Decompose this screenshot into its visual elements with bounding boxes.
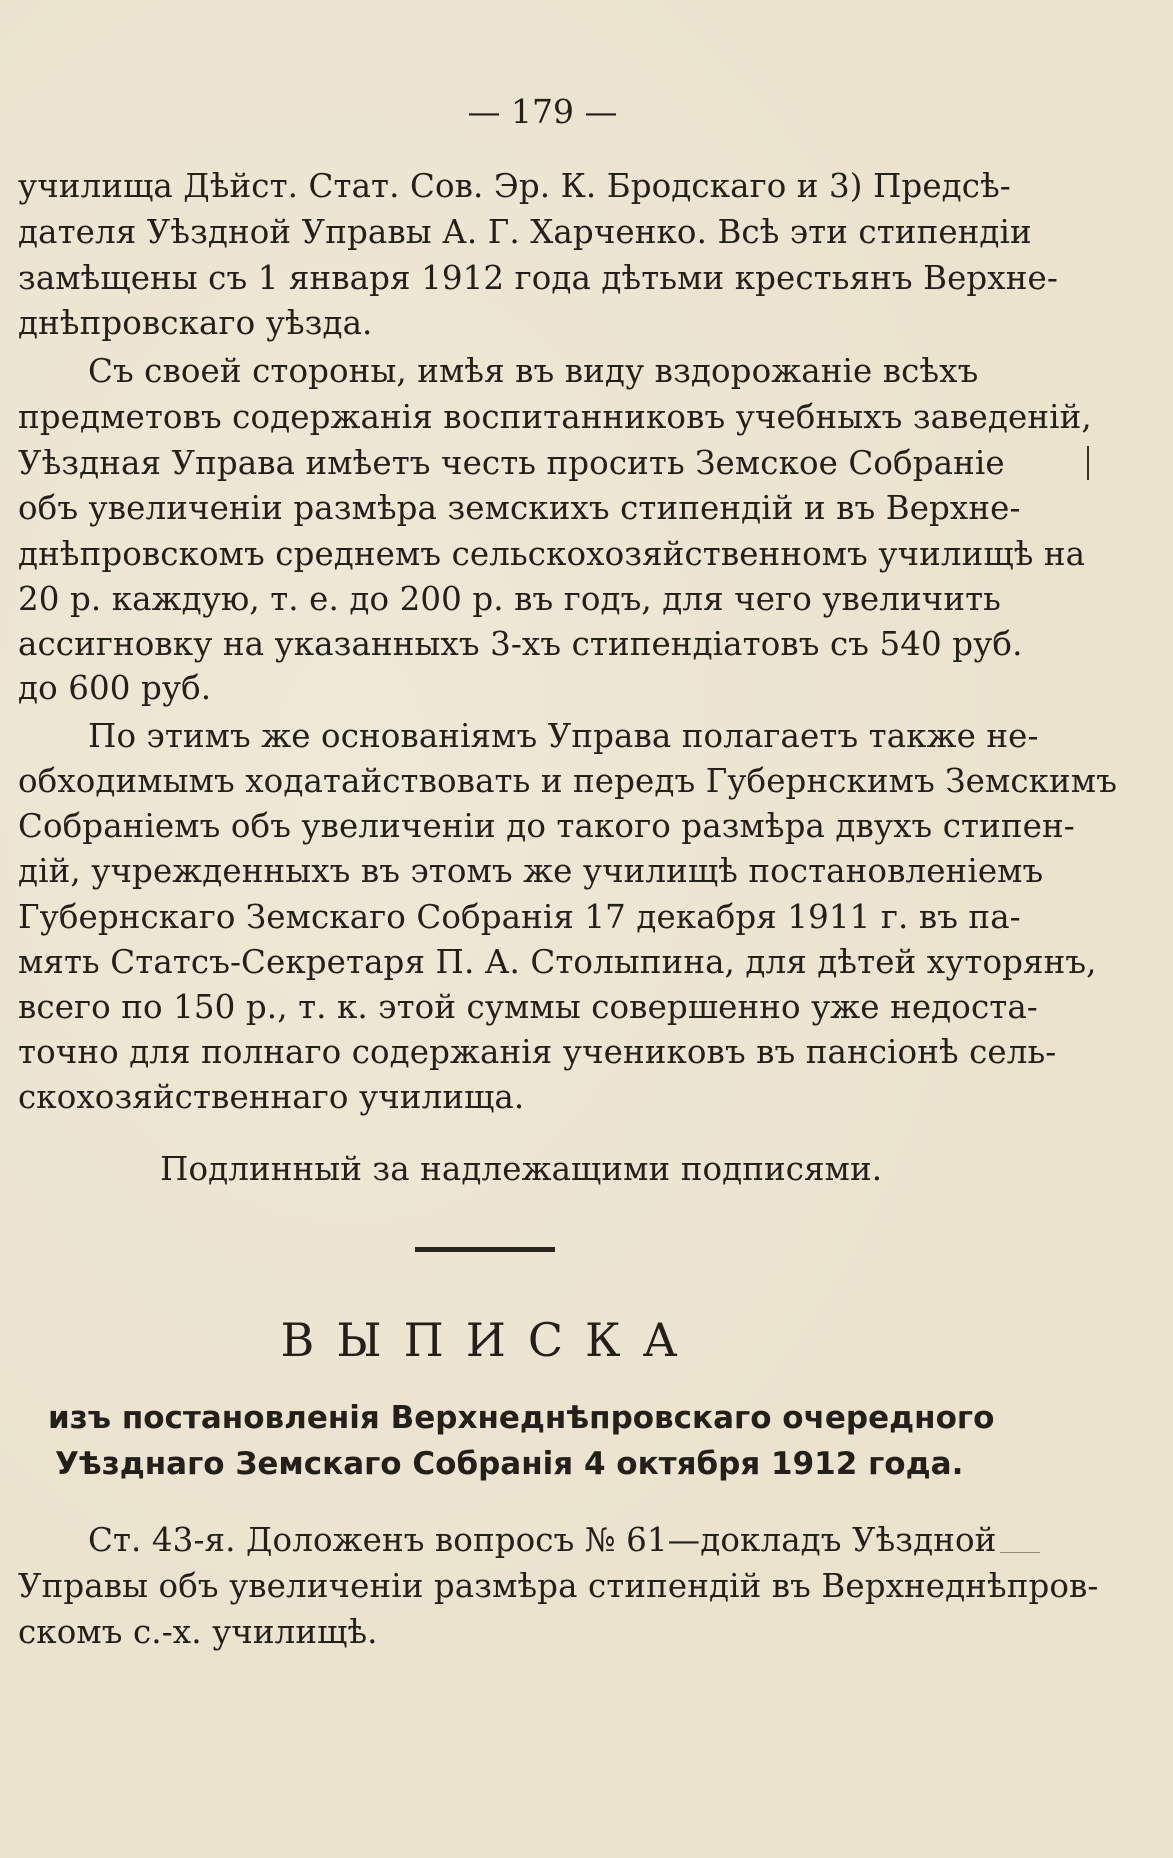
paragraph-2-line: предметовъ содержанія воспитанниковъ учебныхъ заведеній, [18, 398, 1092, 436]
paragraph-2-line: Съ своей стороны, имѣя въ виду вздорожаніе всѣхъ [88, 352, 979, 390]
margin-mark [1087, 446, 1089, 480]
paragraph-4-line: Управы объ увеличеніи размѣра стипендій въ Верхнеднѣпров- [18, 1567, 1099, 1605]
subheading-line: изъ постановленія Верхнеднѣпровскаго очередного [48, 1400, 995, 1436]
paragraph-2-line: объ увеличеніи размѣра земскихъ стипендій и въ Верхне- [18, 489, 1021, 527]
paragraph-2-line: ассигновку на указанныхъ 3-хъ стипендіатовъ съ 540 руб. [18, 625, 1023, 663]
paragraph-2-line: до 600 руб. [18, 669, 212, 707]
margin-mark [1000, 1552, 1040, 1553]
paragraph-1-line: днѣпровскаго уѣзда. [18, 304, 373, 342]
paragraph-3-line: мять Статсъ-Секретаря П. А. Столыпина, для дѣтей хуторянъ, [18, 943, 1097, 981]
paragraph-4-line: Ст. 43-я. Доложенъ вопросъ № 61—докладъ Уѣздной [88, 1521, 997, 1559]
paragraph-3-line: скохозяйственнаго училища. [18, 1078, 525, 1116]
document-heading: ВЫПИСКА [280, 1313, 700, 1367]
page-number: — 179 — [467, 92, 618, 131]
paragraph-3-line: всего по 150 р., т. к. этой суммы совершенно уже недоста- [18, 988, 1038, 1026]
paragraph-1-line: училища Дѣйст. Стат. Сов. Эр. К. Бродскаго и 3) Предсѣ- [18, 167, 1011, 205]
paragraph-2-line: Уѣздная Управа имѣетъ честь просить Земское Собраніе [18, 444, 1005, 482]
paragraph-3-line: дій, учрежденныхъ въ этомъ же училищѣ постановленіемъ [18, 852, 1044, 890]
signature-note: Подлинный за надлежащими подписями. [160, 1150, 883, 1188]
paragraph-2-line: 20 р. каждую, т. е. до 200 р. въ годъ, для чего увеличить [18, 580, 1001, 618]
paragraph-1-line: замѣщены съ 1 января 1912 года дѣтьми крестьянъ Верхне- [18, 259, 1058, 297]
separator-rule [415, 1247, 555, 1252]
paragraph-3-line: Собраніемъ объ увеличеніи до такого размѣра двухъ стипен- [18, 807, 1075, 845]
subheading-line: Уѣзднаго Земскаго Собранія 4 октября 1912 года. [55, 1446, 964, 1482]
paragraph-3-line: обходимымъ ходатайствовать и передъ Губернскимъ Земскимъ [18, 762, 1117, 800]
paragraph-4-line: скомъ с.-х. училищѣ. [18, 1613, 378, 1651]
paragraph-1-line: дателя Уѣздной Управы А. Г. Харченко. Всѣ эти стипендіи [18, 213, 1032, 251]
paragraph-2-line: днѣпровскомъ среднемъ сельскохозяйственномъ училищѣ на [18, 535, 1086, 573]
paragraph-3-line: Губернскаго Земскаго Собранія 17 декабря 1911 г. въ па- [18, 898, 1021, 936]
paragraph-3-line: По этимъ же основаніямъ Управа полагаетъ также не- [88, 717, 1039, 755]
paragraph-3-line: точно для полнаго содержанія учениковъ въ пансіонѣ сель- [18, 1033, 1057, 1071]
